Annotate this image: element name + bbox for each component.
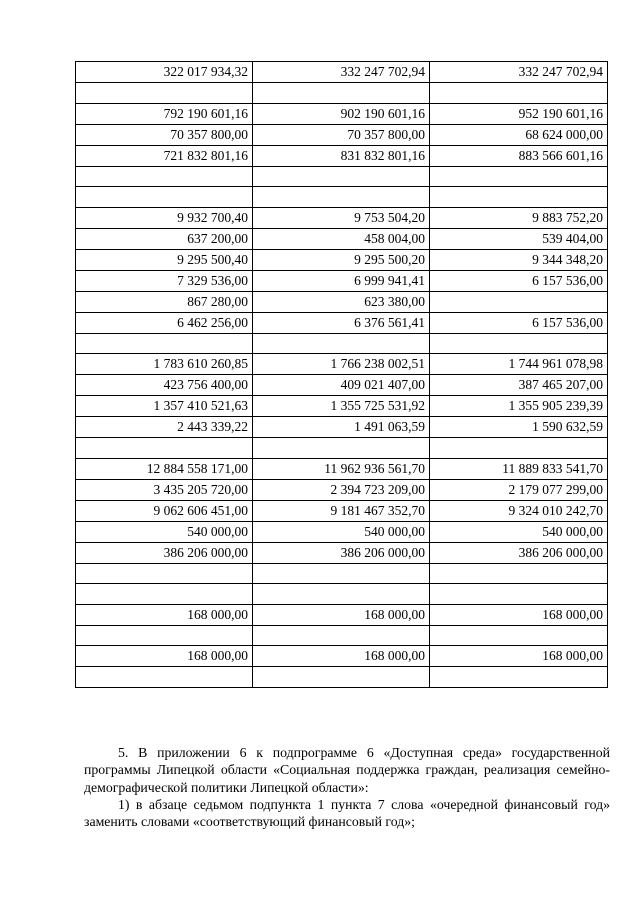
table-cell xyxy=(253,83,430,104)
table-cell xyxy=(253,166,430,187)
table-cell xyxy=(76,438,253,459)
table-row xyxy=(76,521,608,542)
table-row xyxy=(76,312,608,333)
table-cell: 867 280,00 xyxy=(76,291,253,312)
table-cell: 623 380,00 xyxy=(253,291,430,312)
table-cell: 409 021 407,00 xyxy=(253,375,430,396)
table-row xyxy=(76,625,608,646)
table-row xyxy=(76,479,608,500)
table-cell: 9 344 348,20 xyxy=(430,249,608,270)
table-cell xyxy=(76,187,253,208)
table-cell xyxy=(76,584,253,605)
table-row xyxy=(76,563,608,584)
table-cell xyxy=(253,667,430,688)
table-cell xyxy=(253,187,430,208)
table-cell: 883 566 601,16 xyxy=(430,145,608,166)
table-cell: 1 590 632,59 xyxy=(430,417,608,438)
table-row xyxy=(76,458,608,479)
table-row xyxy=(76,375,608,396)
table-cell: 70 357 800,00 xyxy=(76,124,253,145)
table-cell xyxy=(430,438,608,459)
table-row xyxy=(76,396,608,417)
table-cell: 9 181 467 352,70 xyxy=(253,500,430,521)
table-row xyxy=(76,604,608,625)
table-cell xyxy=(253,625,430,646)
table-row xyxy=(76,500,608,521)
table-cell: 9 295 500,40 xyxy=(76,249,253,270)
table-cell xyxy=(253,584,430,605)
table-cell: 1 357 410 521,63 xyxy=(76,396,253,417)
table-row xyxy=(76,667,608,688)
table-row xyxy=(76,646,608,667)
table-cell: 1 355 905 239,39 xyxy=(430,396,608,417)
table-row xyxy=(76,207,608,228)
table-cell: 68 624 000,00 xyxy=(430,124,608,145)
table-cell: 70 357 800,00 xyxy=(253,124,430,145)
table-cell: 6 999 941,41 xyxy=(253,270,430,291)
table-cell xyxy=(430,667,608,688)
table-row xyxy=(76,333,608,354)
table-cell: 168 000,00 xyxy=(430,646,608,667)
table-row xyxy=(76,542,608,563)
table-cell: 386 206 000,00 xyxy=(76,542,253,563)
table-cell: 168 000,00 xyxy=(76,604,253,625)
table-cell: 831 832 801,16 xyxy=(253,145,430,166)
table-cell: 322 017 934,32 xyxy=(76,62,253,83)
table-cell: 1 355 725 531,92 xyxy=(253,396,430,417)
table-cell xyxy=(430,291,608,312)
table-cell: 540 000,00 xyxy=(430,521,608,542)
table-cell: 1 744 961 078,98 xyxy=(430,354,608,375)
table-cell: 387 465 207,00 xyxy=(430,375,608,396)
table-cell: 902 190 601,16 xyxy=(253,103,430,124)
table-cell: 792 190 601,16 xyxy=(76,103,253,124)
table-cell xyxy=(430,625,608,646)
table-cell xyxy=(76,166,253,187)
table-cell: 9 753 504,20 xyxy=(253,207,430,228)
table-cell xyxy=(76,563,253,584)
table-cell: 6 376 561,41 xyxy=(253,312,430,333)
table-cell xyxy=(253,333,430,354)
table-cell: 540 000,00 xyxy=(253,521,430,542)
table-cell: 12 884 558 171,00 xyxy=(76,458,253,479)
table-row xyxy=(76,354,608,375)
table-cell: 11 962 936 561,70 xyxy=(253,458,430,479)
table-cell: 9 324 010 242,70 xyxy=(430,500,608,521)
table-cell xyxy=(76,83,253,104)
table-cell: 6 157 536,00 xyxy=(430,312,608,333)
table-cell: 423 756 400,00 xyxy=(76,375,253,396)
table-row xyxy=(76,187,608,208)
table-row xyxy=(76,417,608,438)
table-cell: 3 435 205 720,00 xyxy=(76,479,253,500)
table-row xyxy=(76,438,608,459)
table-cell xyxy=(430,187,608,208)
table-cell: 168 000,00 xyxy=(430,604,608,625)
table-cell: 952 190 601,16 xyxy=(430,103,608,124)
table-cell: 168 000,00 xyxy=(76,646,253,667)
amendment-text xyxy=(84,744,610,830)
table-cell xyxy=(76,667,253,688)
table-cell: 540 000,00 xyxy=(76,521,253,542)
table-cell: 386 206 000,00 xyxy=(253,542,430,563)
table-cell: 168 000,00 xyxy=(253,646,430,667)
table-cell xyxy=(253,563,430,584)
table-cell: 9 932 700,40 xyxy=(76,207,253,228)
table-row xyxy=(76,103,608,124)
table-cell: 386 206 000,00 xyxy=(430,542,608,563)
paragraph-item-5: 5. В приложении 6 к подпрограмме 6 «Доступная среда» государственной программы Липецкой области «Социальная поддержка граждан, реализация семейно-демографической политики Липецкой области»: xyxy=(84,745,610,795)
table-row xyxy=(76,249,608,270)
table-cell xyxy=(430,584,608,605)
table-row xyxy=(76,228,608,249)
table-cell xyxy=(430,333,608,354)
table-row xyxy=(76,145,608,166)
table-row xyxy=(76,166,608,187)
table-row xyxy=(76,62,608,83)
table-cell: 2 394 723 209,00 xyxy=(253,479,430,500)
table-cell: 539 404,00 xyxy=(430,228,608,249)
table-row xyxy=(76,291,608,312)
table-cell: 7 329 536,00 xyxy=(76,270,253,291)
table-cell xyxy=(76,333,253,354)
table-row xyxy=(76,270,608,291)
paragraph-subitem-1: 1) в абзаце седьмом подпункта 1 пункта 7 слова «очередной финансовый год» заменить словами «соответствующий финансовый год»; xyxy=(84,796,610,830)
table-cell: 332 247 702,94 xyxy=(430,62,608,83)
financing-table-body xyxy=(76,62,608,688)
table-cell: 9 883 752,20 xyxy=(430,207,608,228)
table-cell: 6 462 256,00 xyxy=(76,312,253,333)
table-cell: 2 179 077 299,00 xyxy=(430,479,608,500)
table-cell: 637 200,00 xyxy=(76,228,253,249)
table-cell: 1 766 238 002,51 xyxy=(253,354,430,375)
table-cell xyxy=(430,563,608,584)
table-row xyxy=(76,584,608,605)
table-cell: 1 491 063,59 xyxy=(253,417,430,438)
table-cell xyxy=(253,438,430,459)
table-row xyxy=(76,83,608,104)
table-cell: 9 295 500,20 xyxy=(253,249,430,270)
table-cell xyxy=(76,625,253,646)
table-cell: 168 000,00 xyxy=(253,604,430,625)
table-cell: 2 443 339,22 xyxy=(76,417,253,438)
table-cell xyxy=(430,166,608,187)
table-row xyxy=(76,124,608,145)
table-cell: 332 247 702,94 xyxy=(253,62,430,83)
table-cell: 1 783 610 260,85 xyxy=(76,354,253,375)
financing-table xyxy=(75,61,608,688)
table-cell: 9 062 606 451,00 xyxy=(76,500,253,521)
table-cell xyxy=(430,83,608,104)
table-cell: 11 889 833 541,70 xyxy=(430,458,608,479)
table-cell: 6 157 536,00 xyxy=(430,270,608,291)
table-cell: 458 004,00 xyxy=(253,228,430,249)
table-cell: 721 832 801,16 xyxy=(76,145,253,166)
